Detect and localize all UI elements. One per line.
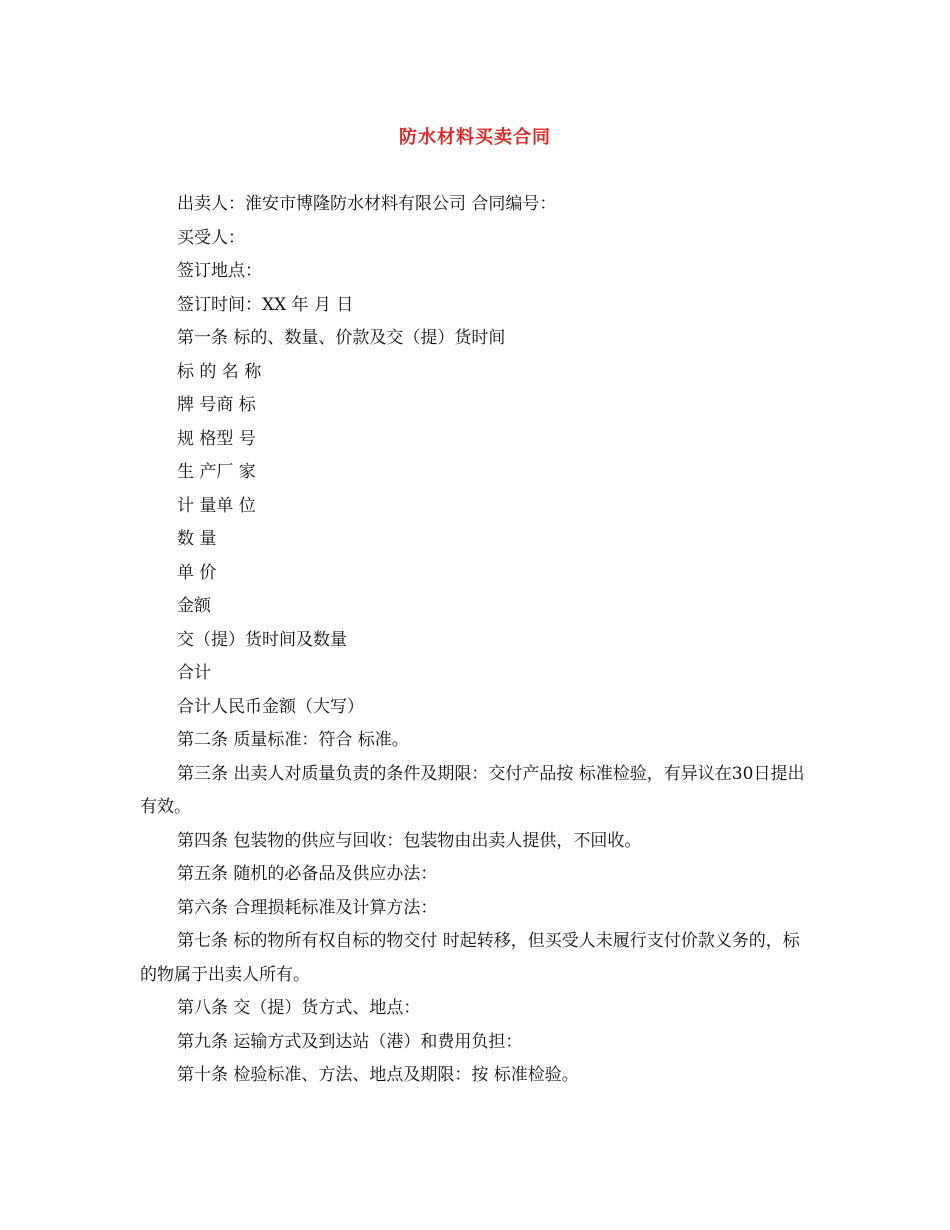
clause-1-heading: 第一条 标的、数量、价款及交（提）货时间 [177, 328, 506, 348]
clause-9: 第九条 运输方式及到达站（港）和费用负担： [177, 1031, 523, 1052]
clause-10: 第十条 检验标准、方法、地点及期限：按 标准检验。 [177, 1065, 579, 1085]
spec-label: 规 格型 号 [177, 428, 256, 449]
document-body [140, 188, 812, 1093]
document-title: 防水材料买卖合同 [399, 127, 551, 148]
total-rmb-label: 合计人民币金额（大写） [177, 696, 364, 717]
clause-2: 第二条 质量标准：符合 标准。 [177, 730, 409, 750]
clause-3: 第三条 出卖人对质量负责的条件及期限：交付产品按 标准检验，有异议在30日提出有效。 [140, 763, 805, 817]
unit-price-label: 单 价 [177, 562, 217, 583]
item-name-label: 标 的 名 称 [177, 361, 262, 382]
manufacturer-label: 生 产厂 家 [177, 462, 256, 482]
quantity-label: 数 量 [177, 529, 217, 549]
clause-7: 第七条 标的物所有权自标的物交付 时起转移，但买受人未履行支付价款义务的，标的物属于出卖人所有。 [140, 931, 800, 985]
seller-line: 出卖人：淮安市博隆防水材料有限公司 合同编号： [177, 194, 557, 214]
brand-label: 牌 号商 标 [177, 395, 256, 415]
amount-label: 金额 [177, 596, 211, 616]
buyer-line: 买受人： [177, 227, 245, 248]
unit-label: 计 量单 位 [177, 495, 256, 516]
signing-place-line: 签订地点： [177, 261, 262, 281]
clause-5: 第五条 随机的必备品及供应办法： [177, 864, 438, 884]
clause-4: 第四条 包装物的供应与回收：包装物由出卖人提供，不回收。 [177, 830, 642, 851]
clause-8: 第八条 交（提）货方式、地点： [177, 998, 421, 1018]
signing-date-line: 签订时间：XX 年 月 日 [177, 294, 354, 315]
clause-6: 第六条 合理损耗标准及计算方法： [177, 897, 438, 918]
total-label: 合计 [177, 663, 211, 683]
delivery-time-label: 交（提）货时间及数量 [177, 629, 347, 650]
